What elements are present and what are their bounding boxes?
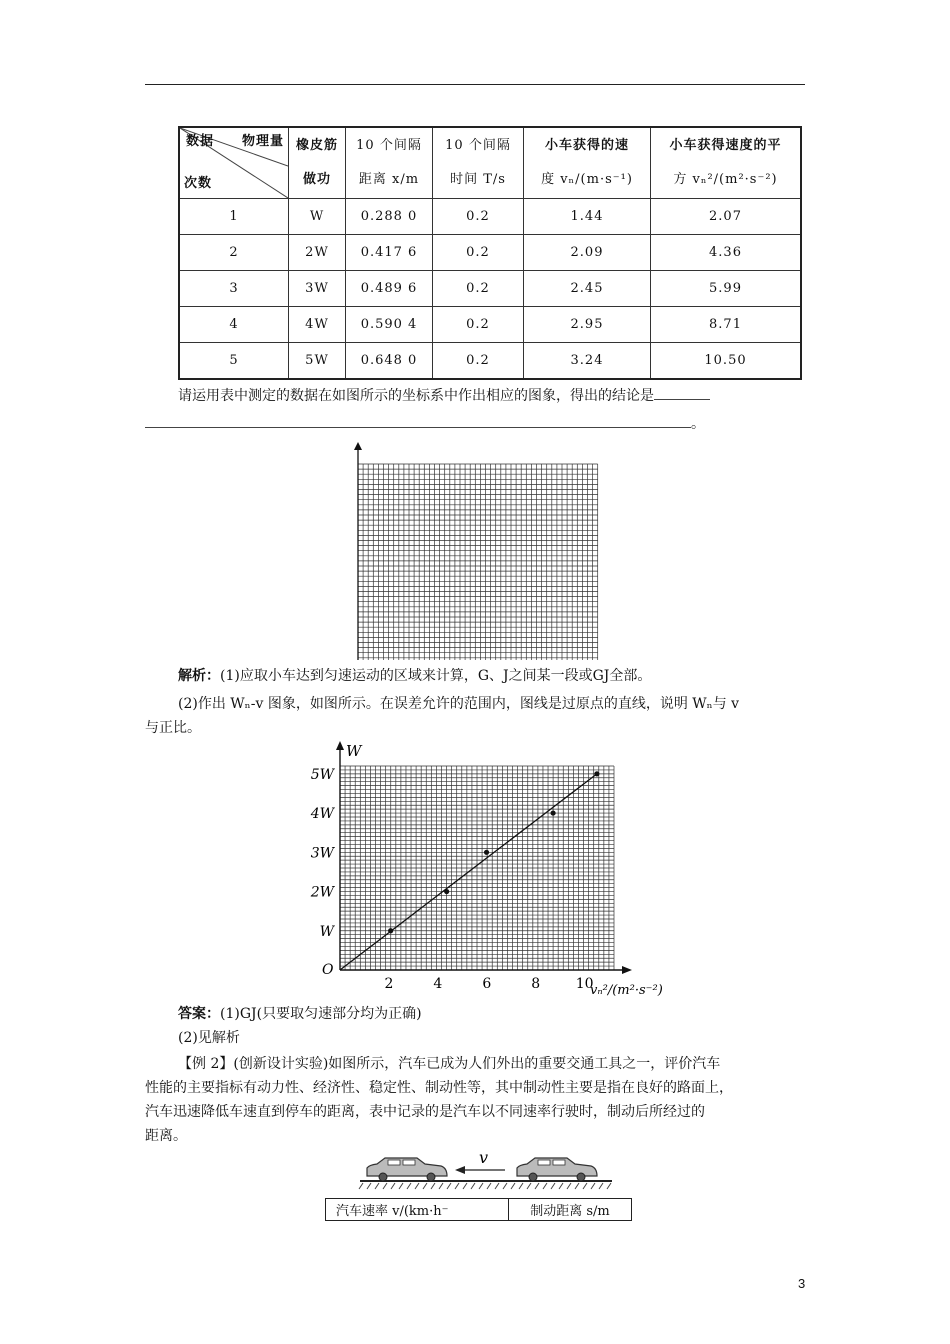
x-tick-label: 4 [433,976,443,992]
braking-table [325,1198,632,1221]
question-text: 请运用表中测定的数据在如图所示的坐标系中作出相应的图象，得出的结论是 [178,384,710,408]
header-cell: 小车获得速度的平 方 vₙ²/(m²·s⁻²) [651,127,802,199]
cell: 2W [289,235,346,271]
cell: 1.44 [524,199,651,235]
cell: 2.45 [524,271,651,307]
table-row [179,235,801,271]
y-tick-label: 4W [310,806,334,823]
cell: 制动距离 s/m [509,1199,632,1221]
cell: 5.99 [651,271,802,307]
cell: 4.36 [651,235,802,271]
cars-illustration [355,1148,617,1194]
answer-line-1: 答案：(1)GJ(只要取匀速部分均为正确) [178,1006,422,1022]
data-point [550,810,555,815]
cell: 0.417 6 [346,235,433,271]
cell: 3 [179,271,289,307]
cell: 0.590 4 [346,307,433,343]
cell: 2.09 [524,235,651,271]
y-tick-label: 2W [310,884,334,901]
analysis-line-3: 与正比。 [145,720,201,736]
analysis-line-1: 解析：(1)应取小车达到匀速运动的区域来计算，G、J之间某一段或GJ全部。 [178,668,652,684]
car-left-icon [367,1158,447,1181]
cell: 0.2 [433,307,524,343]
header-cell: 橡皮筋 做功 [289,127,346,199]
cell: 0.2 [433,235,524,271]
example2-line-1: 【例 2】(创新设计实验)如图所示，汽车已成为人们外出的重要交通工具之一，评价汽车 [178,1056,721,1072]
table-row [179,307,801,343]
header-cell: 10 个间隔 距离 x/m [346,127,433,199]
example2-line-2: 性能的主要指标有动力性、经济性、稳定性、制动性等，其中制动性主要是指在良好的路面上， [145,1080,733,1096]
x-tick-label: 6 [482,976,492,992]
answer-blank [145,427,691,428]
y-tick-label: 3W [310,845,334,862]
data-point [388,928,393,933]
cell: 2.95 [524,307,651,343]
page-number: 3 [798,1276,806,1291]
cell: 2.07 [651,199,802,235]
data-point [484,850,489,855]
y-axis-arrow-icon [354,442,362,450]
cell: W [289,199,346,235]
corner-top-left: 数据 [186,134,215,149]
cell: 0.288 0 [346,199,433,235]
example2-line-3: 汽车迅速降低车速直到停车的距离，表中记录的是汽车以不同速率行驶时，制动后所经过的 [145,1104,705,1120]
header-cell: 10 个间隔 时间 T/s [433,127,524,199]
y-axis-label: W [346,742,362,760]
data-point [444,889,449,894]
table-row [179,199,801,235]
header-rule [145,84,805,85]
cell: 0.648 0 [346,343,433,380]
cell: 10.50 [651,343,802,380]
table-row [179,343,801,380]
cell: 汽车速率 v/(km·h⁻ [326,1199,509,1221]
y-tick-label: W [319,923,334,940]
x-axis-arrow-icon [622,966,632,974]
velocity-label: v [479,1148,489,1167]
velocity-arrow-icon [455,1166,505,1174]
cell: 4W [289,307,346,343]
w-v2-chart [300,738,700,1000]
cell: 0.2 [433,343,524,380]
cell: 4 [179,307,289,343]
x-axis-label: vₙ²/(m²·s⁻²) [590,983,663,998]
answer-line-2: (2)见解析 [178,1030,240,1046]
analysis-line-2: (2)作出 Wₙ-v 图象，如图所示。在误差允许的范围内，图线是过原点的直线，说明 Wₙ与 v [178,696,740,712]
cell: 0.2 [433,271,524,307]
diagonal-header-cell [179,127,289,199]
empty-grid-figure [340,440,640,660]
table-row [179,271,801,307]
cell: 3W [289,271,346,307]
grid-lines [358,464,598,660]
answer-blank [654,399,710,400]
header-cell: 小车获得的速 度 vₙ/(m·s⁻¹) [524,127,651,199]
corner-bottom-left: 次数 [184,176,213,191]
cell: 3.24 [524,343,651,380]
cell: 1 [179,199,289,235]
cell: 0.489 6 [346,271,433,307]
table-header-row [179,127,801,199]
y-tick-label: 5W [310,766,334,783]
cell: 2 [179,235,289,271]
y-axis-arrow-icon [336,741,344,750]
car-right-icon [517,1158,597,1181]
data-point [594,771,599,776]
x-tick-label: 2 [384,976,394,992]
cell: 5 [179,343,289,380]
corner-top-right: 物理量 [241,134,284,149]
x-tick-label: 8 [531,976,541,992]
x-tick-label: 10 [575,976,594,992]
cell: 0.2 [433,199,524,235]
table-row [326,1199,632,1221]
question-line-2: 。 [145,412,705,436]
data-table [178,126,802,380]
origin-label: O [322,962,334,978]
cell: 8.71 [651,307,802,343]
example2-line-4: 距离。 [145,1128,187,1144]
cell: 5W [289,343,346,380]
